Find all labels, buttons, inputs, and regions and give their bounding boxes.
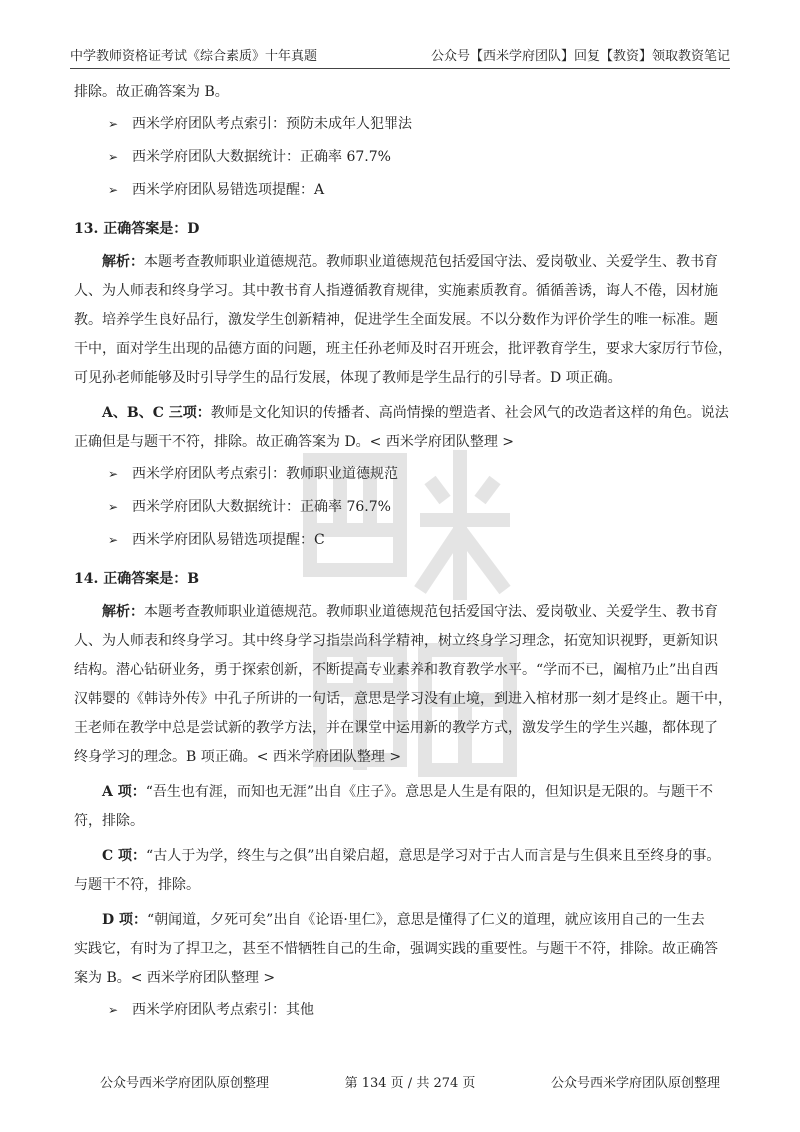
bullet-text: 西米学府团队考点索引：其他 — [132, 1002, 314, 1018]
option-line — [74, 906, 730, 935]
question-13-bullets — [74, 460, 730, 555]
question-14-title: 14. 正确答案是：B — [74, 571, 200, 587]
option-line — [74, 778, 730, 807]
header-right-title: 公众号【西米学府团队】回复【教资】领取教资笔记 — [430, 49, 730, 64]
option-line: 与题干不符，排除。 — [74, 877, 200, 893]
footer-right-text: 公众号西米学府团队原创整理 — [550, 1076, 720, 1091]
question-13-title: 13. 正确答案是：D — [74, 221, 200, 237]
analysis-line — [74, 598, 730, 627]
bullet-text: 西米学府团队考点索引：教师职业道德规范 — [132, 466, 398, 482]
bullet-text: 西米学府团队易错选项提醒：C — [132, 532, 325, 548]
option-line: 实践它，有时为了捍卫之，甚至不惜牺牲自己的生命，强调实践的重要性。与题干不符，排除。故正确答 — [74, 941, 718, 957]
option-d-label: D 项： — [102, 912, 148, 928]
analysis-label: 解析： — [102, 254, 144, 270]
analysis-line: 人、为人师表和终身学习。其中终身学习指崇尚科学精神，树立终身学习理念，拓宽知识视野，更新知识 — [74, 633, 718, 649]
question-14-bullets — [74, 996, 730, 1025]
bullet-arrow-icon: ➢ — [108, 1003, 119, 1017]
analysis-label: 解析： — [102, 604, 144, 620]
analysis-line — [74, 248, 730, 277]
analysis-line: 干中，面对学生出现的品德方面的问题，班主任孙老师及时召开班会，批评教育学生，要求大家厉行节俭， — [74, 341, 732, 357]
question-13-analysis — [74, 248, 730, 393]
analysis-text: 本题考查教师职业道德规范。教师职业道德规范包括爱国守法、爱岗敬业、关爱学生、教书育 — [144, 604, 718, 620]
option-c-text: “古人于为学，终生与之俱”出自梁启超，意思是学习对于古人而言是与生俱来且至终身的事。 — [146, 848, 721, 864]
analysis-line: 王老师在教学中总是尝试新的教学方法，并在课堂中运用新的教学方式，激发学生的学生兴趣，都体现了 — [74, 720, 718, 736]
bullet-text: 西米学府团队大数据统计：正确率 67.7% — [132, 149, 391, 165]
list-item — [108, 526, 730, 555]
list-item — [108, 176, 730, 205]
analysis-line: 结构。潜心钻研业务，勇于探索创新，不断提高专业素养和教育教学水平。“学而不已，阖棺乃止”出自西 — [74, 662, 719, 678]
bullet-arrow-icon: ➢ — [108, 150, 119, 164]
question-14-option-a — [74, 778, 730, 836]
page-number: 第 134 页 / 共 274 页 — [344, 1076, 476, 1091]
option-c-label: C 项： — [102, 848, 147, 864]
abc-line — [74, 399, 730, 428]
list-item — [108, 996, 730, 1025]
page-content — [74, 78, 730, 1029]
list-item — [108, 493, 730, 522]
list-item — [108, 460, 730, 489]
analysis-text: 本题考查教师职业道德规范。教师职业道德规范包括爱国守法、爱岗敬业、关爱学生、教书育 — [144, 254, 718, 270]
analysis-line: 教。培养学生良好品行，激发学生创新精神，促进学生全面发展。不以分数作为评价学生的唯一标准。题 — [74, 312, 718, 328]
page-header — [70, 42, 730, 69]
option-line: 符，排除。 — [74, 813, 144, 829]
bullet-arrow-icon: ➢ — [108, 117, 119, 131]
option-line: 案为 B。< 西米学府团队整理 > — [74, 970, 276, 986]
question-14-option-c — [74, 842, 730, 900]
list-item — [108, 110, 730, 139]
question-14-option-d — [74, 906, 730, 993]
option-line — [74, 842, 730, 871]
option-a-text: “吾生也有涯，而知也无涯”出自《庄子》。意思是人生是有限的，但知识是无限的。与题干不 — [145, 784, 714, 800]
bullet-text: 西米学府团队易错选项提醒：A — [132, 182, 325, 198]
intro-line: 排除。故正确答案为 B。 — [74, 84, 229, 100]
bullet-arrow-icon: ➢ — [108, 467, 119, 481]
question-13-abc — [74, 399, 730, 457]
footer-left-text: 公众号西米学府团队原创整理 — [100, 1076, 270, 1091]
question-14-analysis — [74, 598, 730, 772]
abc-text: 教师是文化知识的传播者、高尚情操的塑造者、社会风气的改造者这样的角色。说法 — [210, 405, 729, 421]
bullet-arrow-icon: ➢ — [108, 183, 119, 197]
option-a-label: A 项： — [102, 784, 146, 800]
top-bullet-list — [74, 110, 730, 205]
analysis-line: 可见孙老师能够及时引导学生的品行发展，体现了教师是学生品行的引导者。D 项正确。 — [74, 370, 622, 386]
bullet-arrow-icon: ➢ — [108, 533, 119, 547]
option-d-text: “朝闻道，夕死可矣”出自《论语·里仁》，意思是懂得了仁义的道理，就应该用自己的一生去 — [147, 912, 705, 928]
bullet-text: 西米学府团队考点索引：预防未成年人犯罪法 — [132, 116, 412, 132]
bullet-arrow-icon: ➢ — [108, 500, 119, 514]
analysis-line: 汉韩婴的《韩诗外传》中孔子所讲的一句话，意思是学习没有止境，到进入棺材那一刻才是终止。题干中， — [74, 691, 732, 707]
page-footer — [100, 1072, 720, 1091]
bullet-text: 西米学府团队大数据统计：正确率 76.7% — [132, 499, 391, 515]
analysis-line: 终身学习的理念。B 项正确。< 西米学府团队整理 > — [74, 749, 402, 765]
analysis-line: 人、为人师表和终身学习。其中教书育人指遵循教育规律，实施素质教育。循循善诱，诲人不倦，因材施 — [74, 283, 718, 299]
abc-line: 正确但是与题干不符，排除。故正确答案为 D。< 西米学府团队整理 > — [74, 434, 515, 450]
list-item — [108, 143, 730, 172]
header-left-title: 中学教师资格证考试《综合素质》十年真题 — [70, 49, 318, 64]
abc-label: A、B、C 三项： — [102, 405, 211, 421]
